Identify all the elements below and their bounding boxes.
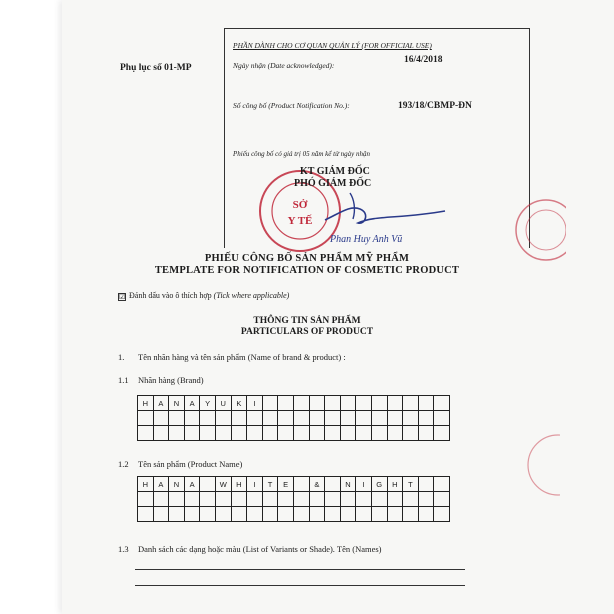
grid-cell [325, 507, 341, 522]
grid-cell [403, 507, 419, 522]
grid-cell [231, 492, 247, 507]
notification-number-label: Số công bố (Product Notification No.): [233, 101, 350, 110]
tick-note-en: (Tick where applicable) [213, 291, 290, 300]
grid-cell: N [169, 477, 185, 492]
grid-cell [325, 477, 341, 492]
grid-cell [418, 426, 434, 441]
grid-cell [153, 492, 169, 507]
grid-cell [247, 411, 263, 426]
grid-cell [356, 396, 372, 411]
grid-cell [262, 426, 278, 441]
grid-cell [387, 492, 403, 507]
grid-cell: I [247, 396, 263, 411]
grid-cell [309, 492, 325, 507]
grid-cell [169, 507, 185, 522]
grid-cell: K [231, 396, 247, 411]
validity-note: Phiếu công bố có giá trị 05 năm kể từ ngày nhận [233, 150, 370, 158]
grid-cell [231, 426, 247, 441]
grid-cell [247, 507, 263, 522]
grid-cell [262, 396, 278, 411]
grid-cell [371, 507, 387, 522]
grid-cell: A [184, 396, 200, 411]
grid-cell [434, 411, 450, 426]
grid-cell [418, 396, 434, 411]
grid-cell [200, 411, 216, 426]
section-title-english: PARTICULARS OF PRODUCT [240, 327, 374, 337]
grid-cell [153, 507, 169, 522]
signature-title-2: PHÓ GIÁM ĐỐC [294, 178, 372, 189]
brand-grid [137, 395, 450, 441]
grid-cell [169, 426, 185, 441]
grid-cell [418, 507, 434, 522]
grid-cell: Y [200, 396, 216, 411]
grid-cell [309, 396, 325, 411]
grid-cell [434, 507, 450, 522]
grid-cell [418, 477, 434, 492]
grid-cell: G [371, 477, 387, 492]
grid-cell: E [278, 477, 294, 492]
grid-cell [371, 492, 387, 507]
grid-cell [200, 492, 216, 507]
grid-cell: I [247, 477, 263, 492]
grid-cell [356, 411, 372, 426]
grid-cell [215, 411, 231, 426]
grid-cell [231, 507, 247, 522]
official-use-title: PHẦN DÀNH CHO CƠ QUAN QUẢN LÝ (FOR OFFICIAL USE) [233, 41, 432, 50]
grid-cell: I [356, 477, 372, 492]
grid-cell [340, 426, 356, 441]
grid-cell [169, 411, 185, 426]
signer-name: Phan Huy Anh Vũ [330, 234, 403, 245]
grid-cell [184, 411, 200, 426]
grid-cell [434, 396, 450, 411]
item-text: Tên sản phẩm (Product Name) [138, 459, 243, 469]
grid-cell: W [215, 477, 231, 492]
grid-cell [278, 411, 294, 426]
grid-cell [262, 492, 278, 507]
grid-cell [169, 492, 185, 507]
side-stamp-partial [520, 420, 560, 510]
grid-cell [309, 507, 325, 522]
grid-cell [293, 426, 309, 441]
date-acknowledged-label: Ngày nhận (Date acknowledged): [233, 61, 335, 70]
grid-cell: T [403, 477, 419, 492]
date-acknowledged-value: 16/4/2018 [404, 55, 443, 65]
grid-cell [434, 492, 450, 507]
signature-mark [320, 185, 450, 235]
grid-cell [278, 492, 294, 507]
grid-cell [200, 507, 216, 522]
grid-cell [434, 477, 450, 492]
grid-cell [293, 396, 309, 411]
grid-row [138, 426, 450, 441]
grid-cell: A [153, 396, 169, 411]
grid-cell [215, 426, 231, 441]
grid-cell [387, 396, 403, 411]
grid-cell: H [138, 477, 154, 492]
grid-cell [325, 396, 341, 411]
grid-cell: N [340, 477, 356, 492]
grid-cell [278, 426, 294, 441]
grid-cell [371, 396, 387, 411]
tick-instruction [118, 291, 289, 301]
item-number: 1. [118, 352, 125, 362]
grid-cell [200, 426, 216, 441]
item-text: Danh sách các dạng hoặc màu (List of Variants or Shade). Tên (Names) [138, 544, 382, 554]
grid-row [138, 477, 450, 492]
item-number: 1.3 [118, 544, 129, 554]
answer-line [135, 585, 465, 586]
grid-cell [309, 426, 325, 441]
grid-cell: H [387, 477, 403, 492]
grid-cell [231, 411, 247, 426]
notification-number-value: 193/18/CBMP-ĐN [398, 101, 472, 111]
grid-cell [184, 507, 200, 522]
grid-cell [371, 411, 387, 426]
grid-cell [309, 411, 325, 426]
product-name-grid [137, 476, 450, 522]
grid-cell [293, 411, 309, 426]
grid-cell: T [262, 477, 278, 492]
grid-cell: A [153, 477, 169, 492]
grid-cell [387, 507, 403, 522]
grid-cell: & [309, 477, 325, 492]
grid-cell [153, 411, 169, 426]
grid-cell: A [184, 477, 200, 492]
grid-cell [418, 492, 434, 507]
grid-cell [403, 396, 419, 411]
grid-cell [138, 492, 154, 507]
grid-cell [403, 492, 419, 507]
grid-cell [215, 492, 231, 507]
item-1 [118, 352, 346, 362]
grid-cell [340, 396, 356, 411]
grid-cell [418, 411, 434, 426]
grid-cell [387, 411, 403, 426]
grid-cell [278, 396, 294, 411]
grid-cell [215, 507, 231, 522]
grid-cell [184, 426, 200, 441]
grid-row [138, 411, 450, 426]
stamp-text-1: SỞ [292, 199, 308, 211]
grid-cell [356, 507, 372, 522]
signature-title-1: KT GIÁM ĐỐC [300, 166, 370, 177]
appendix-label: Phụ lục số 01-MP [120, 63, 192, 73]
grid-cell [325, 492, 341, 507]
grid-cell [278, 507, 294, 522]
grid-cell [325, 426, 341, 441]
grid-cell [371, 426, 387, 441]
grid-row [138, 396, 450, 411]
item-number: 1.2 [118, 459, 129, 469]
grid-cell [403, 411, 419, 426]
checkbox-icon: ☑ [119, 293, 126, 301]
title-english: TEMPLATE FOR NOTIFICATION OF COSMETIC PRODUCT [154, 265, 460, 276]
item-1-2 [118, 459, 242, 469]
grid-cell [387, 426, 403, 441]
grid-cell [153, 426, 169, 441]
grid-cell [184, 492, 200, 507]
grid-cell [138, 411, 154, 426]
item-1-1 [118, 375, 204, 385]
section-title-vietnamese: THÔNG TIN SẢN PHẨM [253, 316, 361, 326]
grid-cell [325, 411, 341, 426]
grid-row [138, 492, 450, 507]
grid-cell: U [215, 396, 231, 411]
title-vietnamese: PHIẾU CÔNG BỐ SẢN PHẨM MỸ PHẨM [204, 253, 410, 264]
grid-cell [340, 411, 356, 426]
grid-cell [138, 507, 154, 522]
grid-cell [293, 507, 309, 522]
grid-cell [262, 507, 278, 522]
tick-note: Đánh dấu vào ô thích hợp [129, 291, 212, 300]
grid-cell [247, 492, 263, 507]
item-text: Nhãn hàng (Brand) [138, 375, 204, 385]
grid-row [138, 507, 450, 522]
grid-cell [403, 426, 419, 441]
grid-cell [138, 426, 154, 441]
grid-cell: N [169, 396, 185, 411]
grid-cell: H [138, 396, 154, 411]
grid-cell [247, 426, 263, 441]
grid-cell [340, 492, 356, 507]
grid-cell [340, 507, 356, 522]
answer-line [135, 569, 465, 570]
grid-cell [356, 426, 372, 441]
item-text: Tên nhãn hàng và tên sản phẩm (Name of brand & product) : [138, 352, 346, 362]
grid-cell [293, 477, 309, 492]
grid-cell [200, 477, 216, 492]
item-1-3 [118, 544, 382, 554]
stamp-text-2: Y TẾ [287, 215, 313, 227]
grid-cell: H [231, 477, 247, 492]
grid-cell [262, 411, 278, 426]
item-number: 1.1 [118, 375, 129, 385]
grid-cell [434, 426, 450, 441]
grid-cell [293, 492, 309, 507]
grid-cell [356, 492, 372, 507]
